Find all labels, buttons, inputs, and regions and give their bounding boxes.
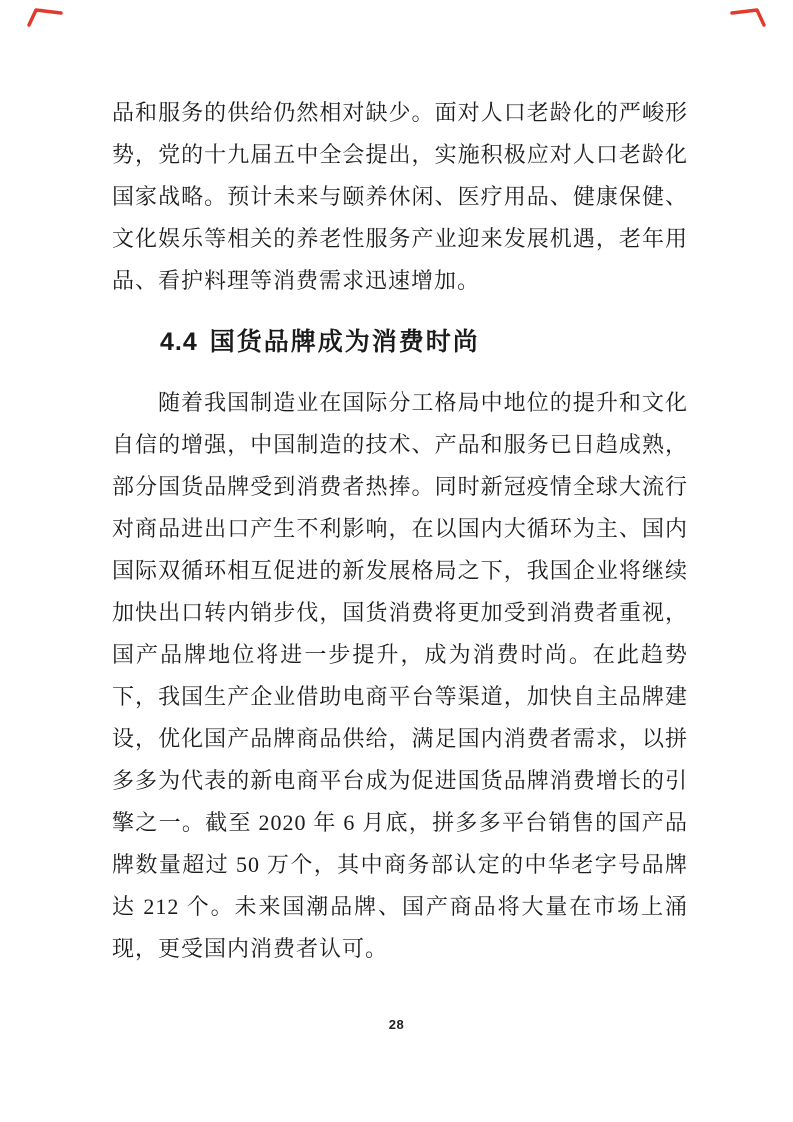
page-footer (0, 1016, 793, 1034)
red-corner-tick-icon (25, 4, 65, 30)
paragraph-aging-consumption: 品和服务的供给仍然相对缺少。面对人口老龄化的严峻形势，党的十九届五中全会提出，实施积极应对人口老龄化国家战略。预计未来与颐养休闲、医疗用品、健康保健、文化娱乐等相关的养老性服务产业迎来发展机遇，老年用品、看护料理等消费需求迅速增加。 (112, 100, 688, 293)
section-number: 4.4 (160, 328, 198, 356)
red-corner-tick-icon (728, 4, 768, 30)
section-title: 国货品牌成为消费时尚 (209, 328, 480, 356)
paragraph-domestic-brands: 随着我国制造业在国际分工格局中地位的提升和文化自信的增强，中国制造的技术、产品和服务已日趋成熟，部分国货品牌受到消费者热捧。同时新冠疫情全球大流行对商品进出口产生不利影响，在以国内大循环为主、国内国际双循环相互促进的新发展格局之下，我国企业将继续加快出口转内销步伐，国货消费将更加受到消费者重视，国产品牌地位将进一步提升，成为消费时尚。在此趋势下，我国生产企业借助电商平台等渠道，加快自主品牌建设，优化国产品牌商品供给，满足国内消费者需求，以拼多多为代表的新电商平台成为促进国货品牌消费增长的引擎之一。截至 2020 年 6 月底，拼多多平台销售的国产品牌数量超过 50 万个，其中商务部认定的中华老字号品牌达 212 个。未来国潮品牌、国产商品将大量在市场上涌现，更受国内消费者认可。 (112, 390, 688, 961)
page-number: 28 (388, 1017, 405, 1032)
section-heading (112, 324, 688, 360)
document-body (112, 0, 688, 970)
